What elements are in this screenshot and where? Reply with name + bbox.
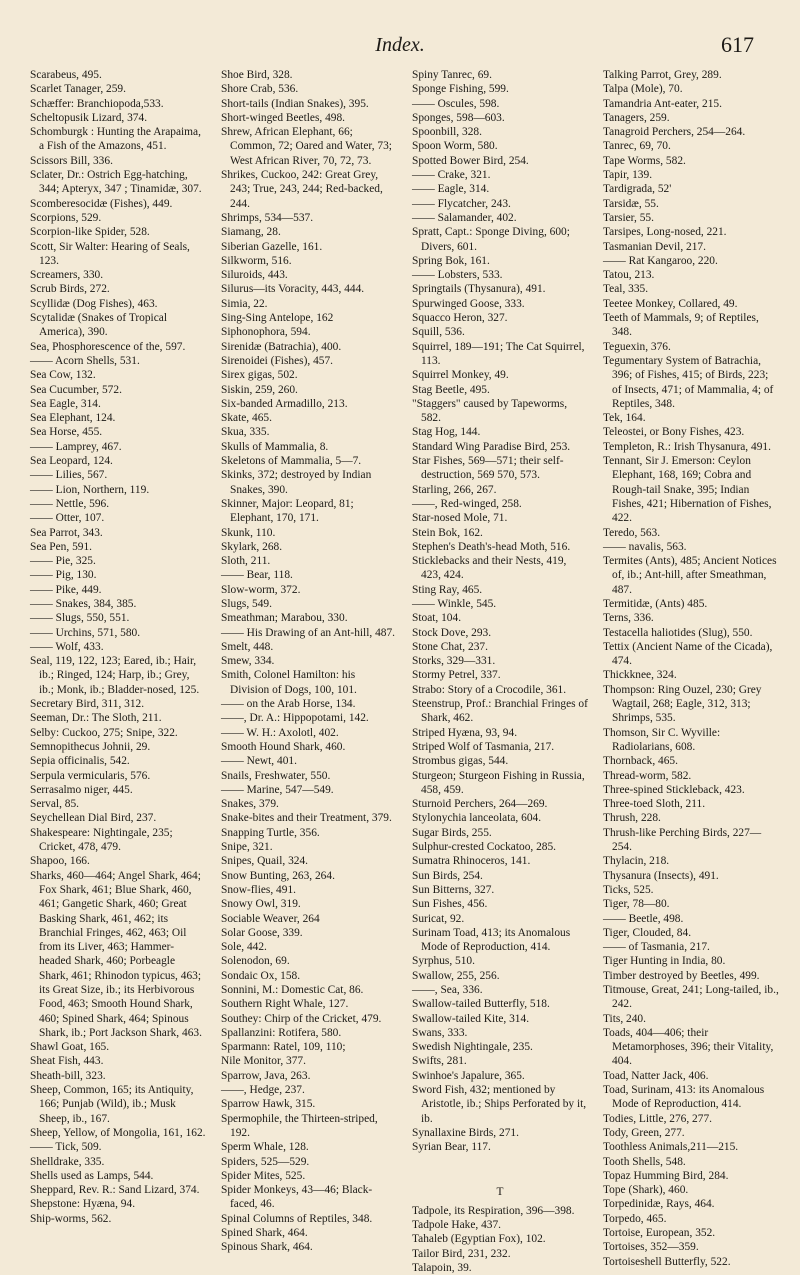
index-entry: Spinal Columns of Reptiles, 348. [221, 1212, 373, 1225]
index-entry: Sheat Fish, 443. [30, 1055, 104, 1068]
index-entry: Nile Monitor, 377. [221, 1055, 306, 1068]
index-entry: —— Lilies, 567. [30, 469, 108, 482]
index-entry: Solar Goose, 339. [221, 926, 303, 939]
index-entry: —— Tick, 509. [30, 1141, 102, 1154]
index-entry: Thrush, 228. [603, 812, 661, 825]
index-entry: Short-winged Beetles, 498. [221, 111, 346, 124]
index-entry: Teredo, 563. [603, 526, 661, 539]
index-entry: Spiny Tanrec, 69. [412, 69, 492, 81]
index-entry: Schomburgk : Hunting the Arapaima, a Fish of the Amazons, 451. [30, 126, 201, 153]
index-entry: Star-nosed Mole, 71. [412, 512, 508, 525]
index-entry: Spinous Shark, 464. [221, 1241, 313, 1254]
index-entry: Tortoises, 352—359. [603, 1241, 699, 1254]
index-entry: Six-banded Armadillo, 213. [221, 397, 348, 410]
index-entry: —— Salamander, 402. [412, 211, 517, 224]
index-entry: Springtails (Thysanura), 491. [412, 283, 546, 296]
index-entry: Tortoise, European, 352. [603, 1227, 716, 1240]
index-entry: Striped Hyæna, 93, 94. [412, 726, 518, 739]
index-entry: Sole, 442. [221, 941, 267, 954]
index-entry: Spallanzini: Rotifera, 580. [221, 1026, 342, 1039]
index-entry: Shakespeare: Nightingale, 235; Cricket, 478, 479. [30, 826, 173, 854]
index-entry: Stein Bok, 162. [412, 526, 483, 539]
index-entry: Termitidæ, (Ants) 485. [603, 597, 708, 610]
index-entry: Sirex gigas, 502. [221, 369, 298, 382]
index-entry: Stag Hog, 144. [412, 426, 481, 439]
index-entry: Stoat, 104. [412, 612, 462, 625]
index-entry: Tanrec, 69, 70. [603, 140, 671, 153]
index-entry: —— Acorn Shells, 531. [30, 354, 140, 367]
index-entry: Skulls of Mammalia, 8. [221, 440, 329, 453]
index-entry: Scott, Sir Walter: Hearing of Seals, 123. [30, 240, 190, 267]
index-entry: Tortoiseshell Butterfly, 522. [603, 1255, 731, 1268]
index-entry: Tadpole, its Respiration, 396—398. [412, 1204, 575, 1217]
index-entry: Standard Wing Paradise Bird, 253. [412, 440, 571, 453]
index-entry: Tiger, 78—80. [603, 898, 670, 911]
index-entry: Shelldrake, 335. [30, 1155, 105, 1168]
index-entry: —— Crake, 321. [412, 169, 491, 182]
index-column-1 [30, 68, 206, 1225]
index-entry: Todies, Little, 276, 277. [603, 1112, 712, 1125]
index-entry: Sondaic Ox, 158. [221, 969, 301, 982]
index-entry: Sloth, 211. [221, 555, 271, 568]
index-entry: Ticks, 525. [603, 883, 654, 896]
index-entry: Syrphus, 510. [412, 955, 475, 968]
index-entry: ——, Red-winged, 258. [412, 497, 522, 510]
index-entry: Scarlet Tanager, 259. [30, 83, 126, 96]
index-entry: Sea Cow, 132. [30, 369, 96, 382]
index-entry: Spoonbill, 328. [412, 126, 482, 139]
index-entry: Spratt, Capt.: Sponge Diving, 600; Divers, 601. [412, 226, 570, 253]
index-entry: Scomberesocidæ (Fishes), 449. [30, 197, 173, 210]
index-entry: Sociable Weaver, 264 [221, 912, 320, 925]
index-entry: Torpedinidæ, Rays, 464. [603, 1198, 715, 1211]
index-entry: Sea, Phosphorescence of the, 597. [30, 340, 186, 353]
index-entry: Testacella haliotides (Slug), 550. [603, 626, 753, 639]
index-entry: Tody, Green, 277. [603, 1126, 685, 1139]
index-entry: Scyllidæ (Dog Fishes), 463. [30, 297, 158, 310]
index-entry: Sun Fishes, 456. [412, 898, 488, 911]
index-entry: Tettix (Ancient Name of the Cicada), 474. [603, 640, 773, 668]
index-entry: Spoon Worm, 580. [412, 140, 498, 153]
index-entry: Silurus—its Voracity, 443, 444. [221, 283, 365, 296]
index-entry: Surinam Toad, 413; its Anomalous Mode of Reproduction, 414. [412, 926, 571, 954]
index-entry: Tanagers, 259. [603, 111, 670, 124]
page-header [0, 30, 800, 60]
index-entry: Timber destroyed by Beetles, 499. [603, 969, 760, 982]
index-entry: Swifts, 281. [412, 1055, 467, 1068]
index-entry: Smew, 334. [221, 655, 275, 668]
index-entry: —— Marine, 547—549. [221, 783, 334, 796]
index-entry: Sclater, Dr.: Ostrich Egg-hatching, 344; Apteryx, 347 ; Tinamidæ, 307. [30, 169, 202, 196]
index-column-4 [603, 68, 779, 1268]
index-entry: Siberian Gazelle, 161. [221, 240, 323, 253]
index-entry: Swallow, 255, 256. [412, 969, 500, 982]
index-entry: Skylark, 268. [221, 540, 283, 553]
running-title: Index. [375, 34, 425, 56]
index-entry: Snipes, Quail, 324. [221, 855, 309, 868]
index-column-2 [221, 68, 397, 1254]
index-entry: Stock Dove, 293. [412, 626, 492, 639]
index-entry: Tanagroid Perchers, 254—264. [603, 126, 746, 139]
index-entry: Sparmann: Ratel, 109, 110; [221, 1041, 346, 1054]
index-entry: Thickknee, 324. [603, 669, 677, 682]
index-entry: Tailor Bird, 231, 232. [412, 1247, 511, 1260]
index-entry: Starling, 266, 267. [412, 483, 497, 496]
index-entry: Star Fishes, 569—571; their self-destruction, 569 570, 573. [412, 455, 564, 482]
index-entry: Teetee Monkey, Collared, 49. [603, 297, 738, 310]
index-entry: —— Snakes, 384, 385. [30, 597, 137, 610]
index-letter-heading: T [496, 1186, 504, 1199]
index-entry: Sea Horse, 455. [30, 426, 103, 439]
index-entry: Teal, 335. [603, 283, 649, 296]
index-entry: Snapping Turtle, 356. [221, 826, 320, 839]
index-entry: Talking Parrot, Grey, 289. [603, 69, 722, 81]
index-entry: Thompson: Ring Ouzel, 230; Grey Wagtail, 268; Eagle, 312, 313; Shrimps, 535. [603, 683, 762, 725]
index-entry: Sheppard, Rev. R.: Sand Lizard, 374. [30, 1184, 200, 1197]
index-entry: Tasmanian Devil, 217. [603, 240, 706, 253]
index-entry: Seychellean Dial Bird, 237. [30, 812, 157, 825]
index-entry: —— navalis, 563. [603, 540, 687, 553]
index-entry: Sonnini, M.: Domestic Cat, 86. [221, 984, 364, 996]
index-entry: Toad, Natter Jack, 406. [603, 1069, 709, 1082]
index-entry: Suricat, 92. [412, 912, 465, 925]
index-entry: Sponges, 598—603. [412, 111, 505, 124]
index-entry: Schæffer: Branchiopoda,533. [30, 97, 164, 110]
index-entry: Sea Leopard, 124. [30, 455, 113, 468]
index-entry: Squirrel Monkey, 49. [412, 369, 509, 382]
index-entry: —— Eagle, 314. [412, 183, 490, 196]
index-columns [30, 68, 779, 1274]
index-entry: Seal, 119, 122, 123; Eared, ib.; Hair, ib.; Ringed, 124; Harp, ib.; Grey, ib.; Monk, ib.; Bladder-nosed, 125. [30, 655, 200, 696]
index-entry: Scorpions, 529. [30, 211, 102, 224]
index-entry: —— on the Arab Horse, 134. [221, 698, 356, 711]
index-entry: Scissors Bill, 336. [30, 154, 113, 167]
index-entry: Selby: Cuckoo, 275; Snipe, 322. [30, 726, 178, 739]
index-entry: Serval, 85. [30, 798, 80, 811]
index-entry: Siskin, 259, 260. [221, 383, 298, 396]
index-entry: Thread-worm, 582. [603, 769, 692, 782]
index-entry: —— Lamprey, 467. [30, 440, 122, 453]
index-entry: Sirenoidei (Fishes), 457. [221, 354, 333, 367]
index-entry: Snowy Owl, 319. [221, 898, 301, 911]
index-entry: Shrikes, Cuckoo, 242: Great Grey, 243; True, 243, 244; Red-backed, 244. [221, 169, 383, 210]
index-entry: Short-tails (Indian Snakes), 395. [221, 97, 369, 110]
index-entry: Templeton, R.: Irish Thysanura, 491. [603, 440, 771, 453]
index-entry: Thylacin, 218. [603, 855, 670, 868]
index-entry: Toothless Animals,211—215. [603, 1141, 739, 1154]
index-entry: Spiders, 525—529. [221, 1155, 310, 1168]
index-entry: ——, Dr. A.: Hippopotami, 142. [221, 712, 369, 725]
index-entry: —— Pig, 130. [30, 569, 97, 582]
index-entry: —— of Tasmania, 217. [603, 941, 710, 954]
index-entry: Sea Pen, 591. [30, 540, 93, 553]
index-entry: Tarsipes, Long-nosed, 221. [603, 226, 727, 239]
index-entry: ——, Sea, 336. [412, 984, 483, 996]
index-entry: Sea Cucumber, 572. [30, 383, 122, 396]
index-entry: Solenodon, 69. [221, 955, 290, 968]
index-entry: —— His Drawing of an Ant-hill, 487. [221, 626, 396, 639]
index-entry: Swallow-tailed Butterfly, 518. [412, 998, 550, 1011]
index-entry: Sing-Sing Antelope, 162 [221, 312, 334, 325]
index-entry: Siphonophora, 594. [221, 326, 311, 339]
index-entry: Syrian Bear, 117. [412, 1141, 491, 1154]
index-entry: Tamandria Ant-eater, 215. [603, 97, 722, 110]
index-entry: "Staggers" caused by Tapeworms, 582. [412, 397, 568, 425]
index-entry: Titmouse, Great, 241; Long-tailed, ib., 242. [603, 984, 779, 1011]
index-entry: —— Lion, Northern, 119. [30, 483, 150, 496]
index-entry: Silkworm, 516. [221, 254, 292, 267]
index-entry: Screamers, 330. [30, 269, 104, 282]
index-entry: Sheep, Yellow, of Mongolia, 161, 162. [30, 1126, 206, 1139]
index-entry: Swinhoe's Japalure, 365. [412, 1069, 525, 1082]
index-entry: Spurwinged Goose, 333. [412, 297, 525, 310]
index-entry: Sulphur-crested Cockatoo, 285. [412, 841, 557, 854]
index-entry: —— W. H.: Axolotl, 402. [221, 726, 339, 739]
index-entry: Tooth Shells, 548. [603, 1155, 686, 1168]
index-entry: Terns, 336. [603, 612, 654, 625]
index-entry: —— Otter, 107. [30, 512, 105, 525]
index-entry: Tennant, Sir J. Emerson: Ceylon Elephant, 168, 169; Cobra and Rough-tail Snake, 395; Indian Fishes, 421; Hibernation of Fishes, 422. [603, 455, 772, 525]
index-entry: —— Lobsters, 533. [412, 269, 503, 282]
index-entry: Smeathman; Marabou, 330. [221, 612, 348, 625]
index-entry: Scrub Birds, 272. [30, 283, 110, 296]
index-entry: Swans, 333. [412, 1026, 468, 1039]
index-entry: —— Winkle, 545. [412, 597, 497, 610]
index-entry: Slow-worm, 372. [221, 583, 301, 596]
index-entry: Sun Birds, 254. [412, 869, 483, 882]
index-entry: Sticklebacks and their Nests, 419, 423, 424. [412, 555, 567, 582]
index-entry: Slugs, 549. [221, 597, 272, 610]
index-entry: Shoe Bird, 328. [221, 69, 293, 81]
index-entry: Southey: Chirp of the Cricket, 479. [221, 1012, 382, 1025]
index-entry: Skate, 465. [221, 412, 272, 425]
index-entry: Squirrel, 189—191; The Cat Squirrel, 113. [412, 340, 585, 367]
index-entry: Snakes, 379. [221, 798, 279, 811]
index-entry: —— Beetle, 498. [603, 912, 684, 925]
index-entry: Topaz Humming Bird, 284. [603, 1169, 729, 1182]
index-entry: Spermophile, the Thirteen-striped, 192. [221, 1112, 378, 1139]
index-entry: Tahaleb (Egyptian Fox), 102. [412, 1233, 546, 1246]
index-entry: Stephen's Death's-head Moth, 516. [412, 540, 571, 553]
index-entry: Spined Shark, 464. [221, 1227, 308, 1240]
index-entry: Skinner, Major: Leopard, 81; Elephant, 170, 171. [221, 497, 354, 525]
index-entry: Sun Bitterns, 327. [412, 883, 495, 896]
index-spacer [412, 1166, 588, 1174]
index-entry: Serrasalmo niger, 445. [30, 783, 133, 796]
index-entry: Smith, Colonel Hamilton: his Division of Dogs, 100, 101. [221, 669, 357, 696]
index-entry: Shrimps, 534—537. [221, 211, 314, 224]
index-entry: Shells used as Lamps, 544. [30, 1169, 154, 1182]
index-entry: Skinks, 372; destroyed by Indian Snakes, 390. [221, 469, 372, 496]
index-entry: —— Rat Kangaroo, 220. [603, 254, 718, 267]
index-entry: Scorpion-like Spider, 528. [30, 226, 150, 239]
index-entry: Tek, 164. [603, 412, 646, 425]
index-entry: Squill, 536. [412, 326, 465, 339]
index-entry: Stag Beetle, 495. [412, 383, 490, 396]
index-entry: Tiger, Clouded, 84. [603, 926, 692, 939]
index-entry: Sparrow, Java, 263. [221, 1069, 311, 1082]
index-entry: Tiger Hunting in India, 80. [603, 955, 726, 968]
index-entry: Stormy Petrel, 337. [412, 669, 501, 682]
index-entry: Siluroids, 443. [221, 269, 288, 282]
index-entry: —— Slugs, 550, 551. [30, 612, 130, 625]
index-entry: Tits, 240. [603, 1012, 646, 1025]
index-entry: Teeth of Mammals, 9; of Reptiles, 348. [603, 312, 759, 339]
index-entry: Talpa (Mole), 70. [603, 83, 683, 96]
index-entry: Squacco Heron, 327. [412, 312, 508, 325]
index-entry: Spider Mites, 525. [221, 1169, 306, 1182]
index-entry: Spotted Bower Bird, 254. [412, 154, 529, 167]
index-entry: Sharks, 460—464; Angel Shark, 464; Fox Shark, 461; Blue Shark, 460, 461; Gangetic Shark, 460; Great Basking Shark, 461, 462; its Branchial Fringes, 462, 463; Oil from its Liver, 463; Hammer-headed Shark, 460; Porbeagle Shark, 461; Rhinodon typicus, 463; its Great Size, ib.; its Herbivorous Food, 463; Smooth Hound Shark, 460; Spined Shark, 464; Spinous Shark, ib.; Port Jackson Shark, 463. [30, 869, 202, 1039]
index-entry: Sepia officinalis, 542. [30, 755, 130, 768]
index-entry: —— Pie, 325. [30, 555, 96, 568]
index-entry: Tape Worms, 582. [603, 154, 686, 167]
index-entry: Sheep, Common, 165; its Antiquity, 166; Punjab (Wild), ib.; Musk Sheep, ib., 167. [30, 1084, 194, 1125]
index-entry: Skeletons of Mammalia, 5—7. [221, 455, 362, 468]
index-entry: Sea Eagle, 314. [30, 397, 101, 410]
index-entry: Tope (Shark), 460. [603, 1184, 689, 1197]
index-entry: Storks, 329—331. [412, 655, 496, 668]
page-number: 617 [721, 32, 754, 57]
index-entry: Southern Right Whale, 127. [221, 998, 349, 1011]
index-entry: Tarsidæ, 55. [603, 197, 659, 210]
index-entry: Torpedo, 465. [603, 1212, 667, 1225]
index-entry: Sumatra Rhinoceros, 141. [412, 855, 531, 868]
index-entry: Tegumentary System of Batrachia, 396; of Fishes, 415; of Birds, 223; of Insects, 471; of Mammalia, 4; of Reptiles, 348. [603, 354, 774, 410]
index-entry: Sponge Fishing, 599. [412, 83, 509, 96]
index-entry: Swedish Nightingale, 235. [412, 1041, 533, 1054]
index-entry: Sparrow Hawk, 315. [221, 1098, 316, 1111]
index-entry: Snow Bunting, 263, 264. [221, 869, 335, 882]
index-entry: Simia, 22. [221, 297, 268, 310]
index-entry: Thomson, Sir C. Wyville: Radiolarians, 608. [603, 726, 721, 753]
index-entry: Skua, 335. [221, 426, 270, 439]
index-entry: —— Pike, 449. [30, 583, 102, 596]
index-entry: Synallaxine Birds, 271. [412, 1126, 519, 1139]
index-entry: —— Wolf, 433. [30, 640, 104, 653]
index-entry: Toads, 404—406; their Metamorphoses, 396; their Vitality, 404. [603, 1026, 774, 1068]
index-entry: Shapoo, 166. [30, 855, 90, 868]
index-entry: Sea Parrot, 343. [30, 526, 103, 539]
index-entry: Scheltopusik Lizard, 374. [30, 111, 148, 124]
index-entry: Toad, Surinam, 413: its Anomalous Mode of Reproduction, 414. [603, 1084, 765, 1111]
index-entry: Smelt, 448. [221, 640, 274, 653]
index-entry: Sugar Birds, 255. [412, 826, 492, 839]
index-entry: —— Nettle, 596. [30, 497, 110, 510]
index-entry: Three-toed Sloth, 211. [603, 798, 706, 811]
index-entry: Tadpole Hake, 437. [412, 1218, 502, 1231]
index-entry: Thrush-like Perching Birds, 227—254. [603, 826, 762, 854]
index-entry: —— Newt, 401. [221, 755, 297, 768]
index-entry: —— Urchins, 571, 580. [30, 626, 141, 639]
index-entry: Sperm Whale, 128. [221, 1141, 309, 1154]
index-entry: Sturnoid Perchers, 264—269. [412, 798, 548, 811]
index-entry: Striped Wolf of Tasmania, 217. [412, 740, 555, 753]
index-entry: Ship-worms, 562. [30, 1212, 112, 1225]
index-entry: Stylonychia lanceolata, 604. [412, 812, 542, 825]
index-entry: Scarabeus, 495. [30, 69, 102, 81]
index-entry: Termites (Ants), 485; Ancient Notices of, ib.; Ant-hill, after Smeathman, 487. [603, 555, 777, 596]
index-entry: Tapir, 139. [603, 169, 653, 182]
index-entry: Snake-bites and their Treatment, 379. [221, 812, 392, 825]
index-entry: Shawl Goat, 165. [30, 1041, 110, 1054]
index-entry: Seeman, Dr.: The Sloth, 211. [30, 712, 162, 725]
index-entry: Three-spined Stickleback, 423. [603, 783, 745, 796]
index-entry: Semnopithecus Johnii, 29. [30, 740, 151, 753]
index-entry: Shrew, African Elephant, 66; Common, 72; Oared and Water, 73; West African River, 70, 72, 73. [221, 126, 392, 167]
index-entry: —— Bear, 118. [221, 569, 293, 582]
index-entry: Scytalidæ (Snakes of Tropical America), 390. [30, 312, 167, 339]
index-entry: Sea Elephant, 124. [30, 412, 116, 425]
index-column-3 [412, 68, 588, 1274]
index-entry: Snipe, 321. [221, 841, 273, 854]
index-entry: Skunk, 110. [221, 526, 276, 539]
index-entry: Spider Monkeys, 43—46; Black-faced, 46. [221, 1184, 373, 1211]
index-entry: Sturgeon; Sturgeon Fishing in Russia, 458, 459. [412, 769, 585, 796]
index-entry: Thornback, 465. [603, 755, 678, 768]
index-entry: Talapoin, 39. [412, 1261, 472, 1274]
index-entry: Smooth Hound Shark, 460. [221, 740, 346, 753]
index-entry: Tarsier, 55. [603, 211, 654, 224]
index-entry: Strabo: Story of a Crocodile, 361. [412, 683, 567, 696]
index-entry: Sting Ray, 465. [412, 583, 483, 596]
index-entry: Shepstone: Hyæna, 94. [30, 1198, 136, 1211]
index-entry: Shore Crab, 536. [221, 83, 299, 96]
index-entry: Strombus gigas, 544. [412, 755, 509, 768]
index-entry: ——, Hedge, 237. [221, 1084, 305, 1097]
index-entry: Sword Fish, 432; mentioned by Aristotle, ib.; Ships Perforated by it, ib. [412, 1084, 587, 1125]
index-entry: Sirenidæ (Batrachia), 400. [221, 340, 342, 353]
index-entry: Spring Bok, 161. [412, 254, 490, 267]
index-entry: Snails, Freshwater, 550. [221, 769, 331, 782]
index-entry: Siamang, 28. [221, 226, 281, 239]
index-entry: Tatou, 213. [603, 269, 655, 282]
index-entry: —— Flycatcher, 243. [412, 197, 511, 210]
index-entry: Teleostei, or Bony Fishes, 423. [603, 426, 745, 439]
index-entry: Thysanura (Insects), 491. [603, 869, 719, 882]
index-entry: Secretary Bird, 311, 312. [30, 698, 145, 711]
index-entry: Tardigrada, 52' [603, 183, 672, 196]
index-entry: Stone Chat, 237. [412, 640, 488, 653]
index-entry: Teguexin, 376. [603, 340, 671, 353]
index-entry: Sheath-bill, 323. [30, 1069, 106, 1082]
index-entry: —— Oscules, 598. [412, 97, 500, 110]
index-entry: Serpula vermicularis, 576. [30, 769, 151, 782]
index-entry: Swallow-tailed Kite, 314. [412, 1012, 530, 1025]
index-entry: Snow-flies, 491. [221, 883, 296, 896]
index-entry: Steenstrup, Prof.: Branchial Fringes of Shark, 462. [412, 698, 588, 725]
